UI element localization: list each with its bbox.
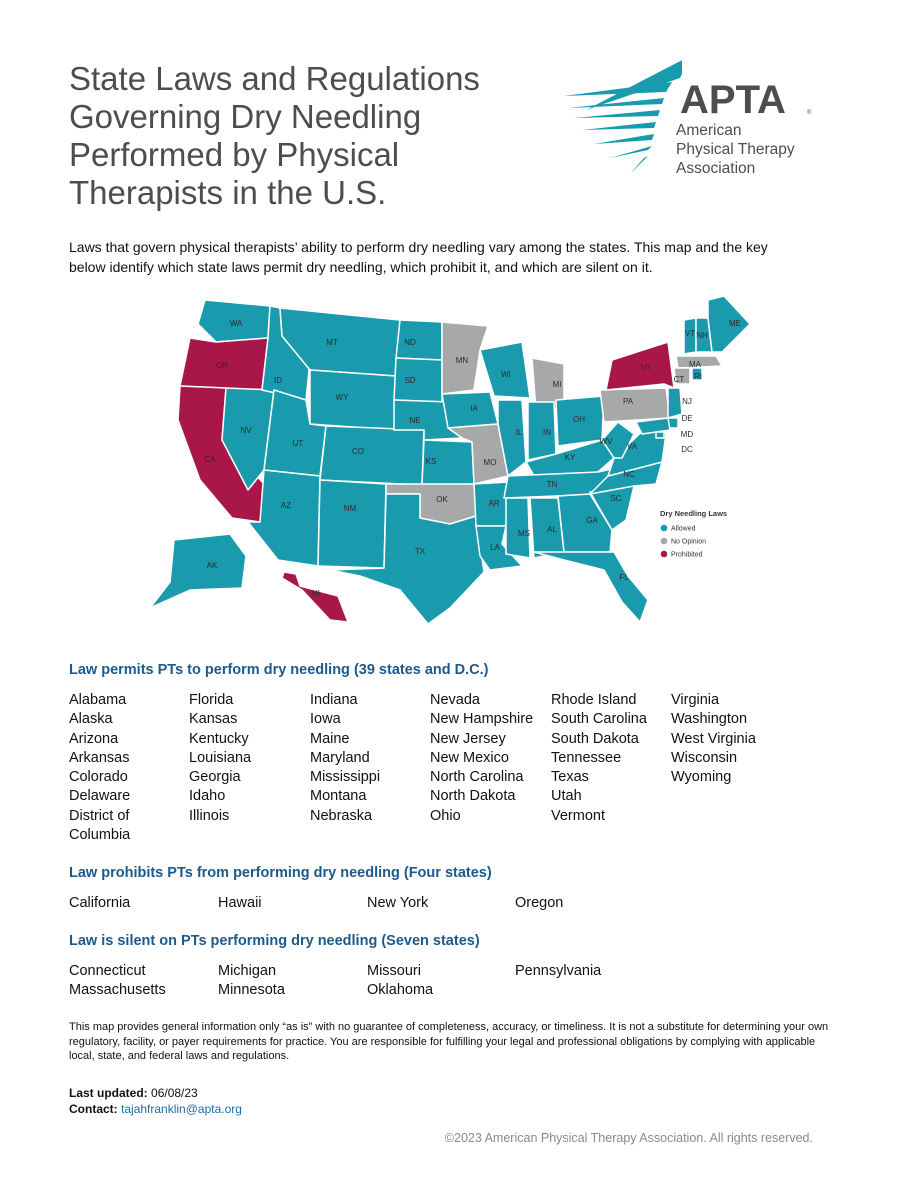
silent-state: Pennsylvania <box>515 963 602 979</box>
permit-state: Mississippi <box>310 769 381 786</box>
state-label-ri: RI <box>694 372 702 381</box>
contact <box>69 1102 242 1117</box>
permits-column-6 <box>671 691 756 787</box>
permit-state: Texas <box>551 769 589 786</box>
state-label-wy: WY <box>335 393 349 402</box>
permit-state: Louisiana <box>189 749 252 766</box>
state-label-sc: SC <box>610 494 622 503</box>
contact-label: Contact: <box>69 1102 118 1116</box>
state-label-md: MD <box>680 430 694 439</box>
us-dry-needling-map <box>150 290 750 630</box>
copyright: ©2023 American Physical Therapy Association. All rights reserved. <box>444 1131 813 1145</box>
permit-state: Georgia <box>189 769 241 786</box>
state-label-wv: WV <box>599 437 613 446</box>
state-label-ok: OK <box>436 495 448 504</box>
state-label-nv: NV <box>240 426 252 435</box>
state-label-wa: WA <box>229 319 243 328</box>
permit-state: Rhode Island <box>551 692 637 708</box>
legend-prohibited-swatch <box>661 551 668 558</box>
legend-allowed-swatch <box>661 525 668 532</box>
state-label-sd: SD <box>404 376 416 385</box>
state-label-mn: MN <box>455 356 469 365</box>
state-sd <box>394 358 442 402</box>
permit-state: New Jersey <box>430 730 506 747</box>
state-fl <box>534 552 648 622</box>
silent-state: Missouri <box>367 963 421 979</box>
silent-state: Minnesota <box>218 982 285 998</box>
permit-state: North Carolina <box>430 769 524 786</box>
state-label-il: IL <box>515 428 523 437</box>
state-nd <box>396 320 442 360</box>
permit-state: District of <box>69 807 130 824</box>
state-label-fl: FL <box>619 573 629 582</box>
state-label-me: ME <box>729 319 741 328</box>
permit-state: Ohio <box>430 807 461 824</box>
state-pa <box>600 388 670 422</box>
permit-state: Delaware <box>69 788 131 805</box>
state-label-ma: MA <box>689 360 701 369</box>
permits-column-5 <box>551 691 647 826</box>
state-label-nh: NH <box>696 331 708 340</box>
permit-state: Alaska <box>69 711 113 728</box>
permit-state: Wisconsin <box>671 749 738 766</box>
permits-column-2 <box>189 691 251 826</box>
silent-state: Michigan <box>218 963 277 979</box>
apta-swoosh-icon <box>562 52 682 177</box>
last-updated-label: Last updated: <box>69 1086 148 1100</box>
state-dc <box>656 432 664 438</box>
permit-state: Montana <box>310 788 367 805</box>
permit-state: Kentucky <box>189 730 249 747</box>
state-label-va: VA <box>626 442 638 451</box>
state-label-ia: IA <box>470 404 478 413</box>
state-label-mt: MT <box>326 338 338 347</box>
disclaimer: This map provides general information only “as is” with no guarantee of completeness, accuracy, or timeliness. It is not a substitute for determining your own regulatory, facility, or payer requirements for practice. You are responsible for fulfilling your legal and professional obligations by complying with applicable local, state, and federal laws and regulations. <box>69 1021 829 1062</box>
permit-state: Utah <box>551 788 582 805</box>
state-label-wi: WI <box>501 370 511 379</box>
apta-logo <box>562 52 822 182</box>
contact-email-link[interactable]: tajahfranklin@apta.org <box>121 1102 242 1116</box>
permit-state: Florida <box>189 692 234 708</box>
prohibit-state: Oregon <box>515 895 564 911</box>
prohibit-state: New York <box>367 895 429 911</box>
permit-state: Nevada <box>430 692 480 708</box>
state-label-la: LA <box>490 543 500 552</box>
state-in <box>528 402 556 460</box>
last-updated <box>69 1086 198 1101</box>
state-label-nj: NJ <box>682 397 692 406</box>
permit-state: Idaho <box>189 788 226 805</box>
state-label-or: OR <box>216 361 228 370</box>
permit-state: Illinois <box>189 807 230 824</box>
permits-heading: Law permits PTs to perform dry needling (39 states and D.C.) <box>69 662 489 678</box>
state-label-nm: NM <box>343 504 357 513</box>
permit-state: Tennessee <box>551 749 622 766</box>
state-label-tn: TN <box>546 480 558 489</box>
permit-state: Washington <box>671 711 748 728</box>
silent-state: Connecticut <box>69 963 146 979</box>
permit-state: Wyoming <box>671 769 732 786</box>
state-label-ny: NY <box>640 363 652 372</box>
state-ms <box>506 498 530 558</box>
permit-state: Maryland <box>310 749 370 766</box>
state-label-pa: PA <box>622 397 634 406</box>
state-label-ar: AR <box>488 499 500 508</box>
silent-state: Oklahoma <box>367 982 434 998</box>
state-label-de: DE <box>681 414 693 423</box>
permit-state: Alabama <box>69 692 127 708</box>
permit-state: West Virginia <box>671 730 756 747</box>
state-label-nc: NC <box>623 470 635 479</box>
state-label-hi: HI <box>312 589 320 598</box>
state-label-ga: GA <box>586 516 598 525</box>
legend-allowed-label: Allowed <box>671 525 696 533</box>
permit-state: Colorado <box>69 769 128 786</box>
state-label-mo: MO <box>483 458 497 467</box>
legend-prohibited-label: Prohibited <box>671 551 703 559</box>
state-wy <box>310 370 396 430</box>
permits-column-1 <box>69 691 130 845</box>
silent-heading: Law is silent on PTs performing dry needling (Seven states) <box>69 933 480 949</box>
state-label-ky: KY <box>564 453 576 462</box>
state-label-al: AL <box>547 525 557 534</box>
state-label-ak: AK <box>206 561 218 570</box>
permits-column-4 <box>430 691 533 826</box>
state-label-id: ID <box>274 376 282 385</box>
intro-paragraph: Laws that govern physical therapists’ ability to perform dry needling vary among the states. This map and the key below identify which state laws permit dry needling, which prohibit it, and which are silent on it. <box>69 239 768 275</box>
state-label-oh: OH <box>573 415 585 424</box>
silent-state: Massachusetts <box>69 982 166 998</box>
last-updated-value: 06/08/23 <box>151 1086 198 1100</box>
permit-state: Arkansas <box>69 749 130 766</box>
permit-state: Vermont <box>551 807 605 824</box>
permit-state: South Dakota <box>551 730 639 747</box>
state-label-co: CO <box>352 447 364 456</box>
legend-title: Dry Needling Laws <box>660 509 728 518</box>
permit-state: Virginia <box>671 692 720 708</box>
state-label-vt: VT <box>684 329 696 338</box>
state-nm <box>318 480 386 568</box>
logo-registered-mark: ® <box>807 110 812 116</box>
state-label-ms: MS <box>518 529 530 538</box>
prohibit-state: California <box>69 895 131 911</box>
legend-no-opinion-label: No Opinion <box>671 538 707 546</box>
state-label-ca: CA <box>204 455 216 464</box>
state-co <box>320 426 424 485</box>
permits-column-3 <box>310 691 380 826</box>
permit-state: Kansas <box>189 711 238 728</box>
state-ak <box>150 534 246 608</box>
state-label-az: AZ <box>280 501 292 510</box>
permit-state: Maine <box>310 730 350 747</box>
logo-wordmark: APTA <box>680 78 786 122</box>
state-label-ne: NE <box>409 416 421 425</box>
permit-state: Columbia <box>69 827 131 844</box>
permit-state: Iowa <box>310 711 341 728</box>
state-label-ut: UT <box>292 439 304 448</box>
prohibits-heading: Law prohibits PTs from performing dry needling (Four states) <box>69 865 492 881</box>
legend-no-opinion-swatch <box>661 538 668 545</box>
permit-state: South Carolina <box>551 711 647 728</box>
permit-state: Arizona <box>69 730 119 747</box>
permit-state: New Mexico <box>430 749 509 766</box>
state-label-mi: MI <box>552 380 562 389</box>
permit-state: Indiana <box>310 692 358 708</box>
state-label-dc: DC <box>681 445 693 454</box>
state-label-in: IN <box>543 428 551 437</box>
page-title: State Laws and Regulations Governing Dry Needling Performed by Physical Therapists in the U.S. <box>69 60 480 211</box>
logo-line-3: Association <box>676 160 756 177</box>
state-label-nd: ND <box>404 338 416 347</box>
state-label-ks: KS <box>425 457 437 466</box>
permit-state: North Dakota <box>430 788 516 805</box>
map-legend <box>660 509 727 559</box>
logo-line-2: Physical Therapy <box>676 141 795 158</box>
state-nj <box>668 388 682 418</box>
state-label-ct: CT <box>673 375 685 384</box>
permit-state: Nebraska <box>310 807 373 824</box>
logo-line-1: American <box>676 122 742 139</box>
prohibit-state: Hawaii <box>218 895 262 911</box>
map-states <box>150 296 750 624</box>
permit-state: New Hampshire <box>430 711 534 728</box>
state-label-tx: TX <box>414 547 426 556</box>
